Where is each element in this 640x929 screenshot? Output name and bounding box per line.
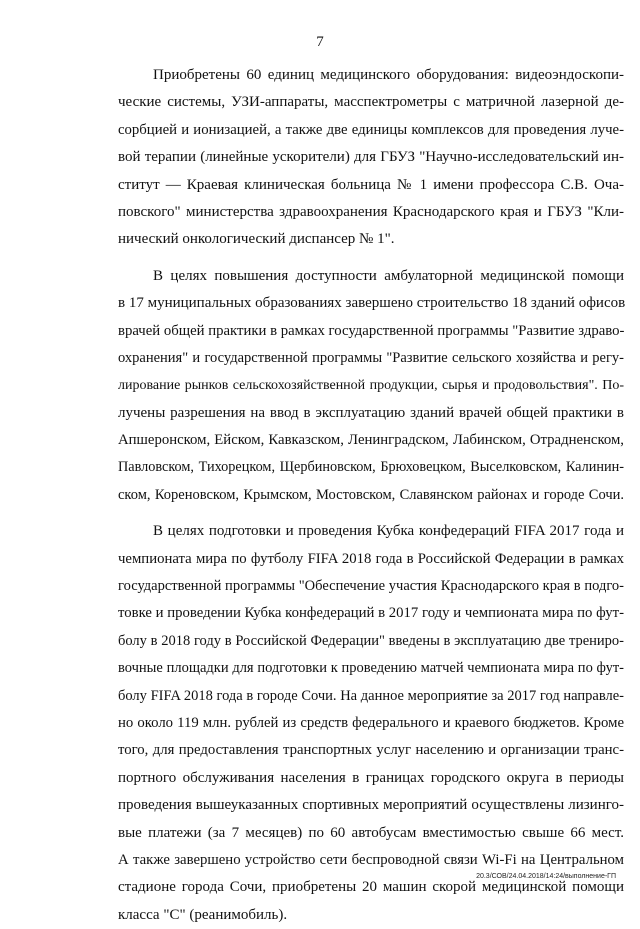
text-line: класса "С" (реанимобиль). (118, 906, 288, 923)
text-line: проведения вышеуказанных спортивных мероприятий осуществлены лизинго- (118, 797, 624, 814)
text-line: болу в 2018 году в Российской Федерации" введены в эксплуатацию две трениро- (118, 632, 624, 649)
text-line: того, для предоставления транспортных услуг населению и организации транс- (118, 742, 624, 759)
text-line: А также завершено устройство сети беспроводной связи Wi-Fi на Центральном (118, 851, 624, 868)
paragraph-gap (118, 509, 624, 518)
paragraph-outpatient-care (118, 263, 624, 510)
document-footer-code: 20.3/СОВ/24.04.2018/14:24/выполнение-ГП (476, 873, 616, 880)
text-line: лучены разрешения на ввод в эксплуатацию зданий врачей общей практики в (118, 404, 624, 421)
text-line: но около 119 млн. рублей из средств федерального и краевого бюджетов. Кроме (118, 714, 624, 731)
text-line: болу FIFA 2018 года в городе Сочи. На данное мероприятие за 2017 год направле- (118, 687, 624, 704)
text-line: государственной программы "Обеспечение участия Краснодарского края в подго- (118, 578, 624, 595)
text-line: Приобретены 60 единиц медицинского оборудования: видеоэндоскопи- (153, 67, 624, 83)
text-line: вой терапии (линейные ускорители) для ГБУЗ "Научно-исследовательский ин- (118, 149, 624, 166)
text-line: портного обслуживания населения в границах городского округа в периоды (118, 769, 624, 786)
text-line: стадионе города Сочи, приобретены 20 машин скорой медицинской помощи (118, 879, 624, 896)
text-line: Павловском, Тихорецком, Щербиновском, Брюховецком, Выселковском, Калинин- (118, 459, 624, 476)
text-line: врачей общей практики в рамках государственной программы "Развитие здраво- (118, 322, 625, 339)
text-line: В целях подготовки и проведения Кубка конфедераций FIFA 2017 года и (153, 523, 624, 540)
text-line: В целях повышения доступности амбулаторной медицинской помощи (153, 267, 624, 284)
document-body (118, 62, 624, 929)
text-line: чемпионата мира по футболу FIFA 2018 года в Российской Федерации в рамках (118, 550, 624, 567)
page-number: 7 (316, 34, 324, 50)
text-line: товке и проведении Кубка конфедераций в 2017 году и чемпионата мира по фут- (118, 605, 624, 622)
text-line: нический онкологический диспансер № 1". (118, 231, 395, 248)
text-line: ститут — Краевая клиническая больница № 1 имени профессора С.В. Оча- (118, 176, 624, 193)
text-line: лирование рынков сельскохозяйственной продукции, сырья и продовольствия". По- (118, 378, 624, 394)
text-line: вочные площадки для подготовки к проведению матчей чемпионата мира по фут- (118, 660, 624, 677)
paragraph-equipment (118, 62, 624, 254)
text-line: Апшеронском, Ейском, Кавказском, Ленинградском, Лабинском, Отрадненском, (118, 432, 624, 449)
text-line: повского" министерства здравоохранения Краснодарского края и ГБУЗ "Кли- (118, 203, 624, 220)
paragraph-fifa (118, 518, 624, 929)
paragraph-gap (118, 254, 624, 263)
text-line: сорбцией и ионизацией, а также две единицы комплексов для проведения луче- (118, 121, 624, 138)
text-line: ческие системы, УЗИ-аппараты, масспектрометры с матричной лазерной де- (118, 94, 624, 111)
text-line: ском, Кореновском, Крымском, Мостовском, Славянском районах и городе Сочи. (118, 486, 624, 503)
text-line: охранения" и государственной программы "Развитие сельского хозяйства и регу- (118, 349, 624, 366)
text-line: в 17 муниципальных образованиях завершено строительство 18 зданий офисов (118, 295, 626, 312)
text-line: вые платежи (за 7 месяцев) по 60 автобусам вместимостью свыше 66 мест. (118, 824, 624, 841)
